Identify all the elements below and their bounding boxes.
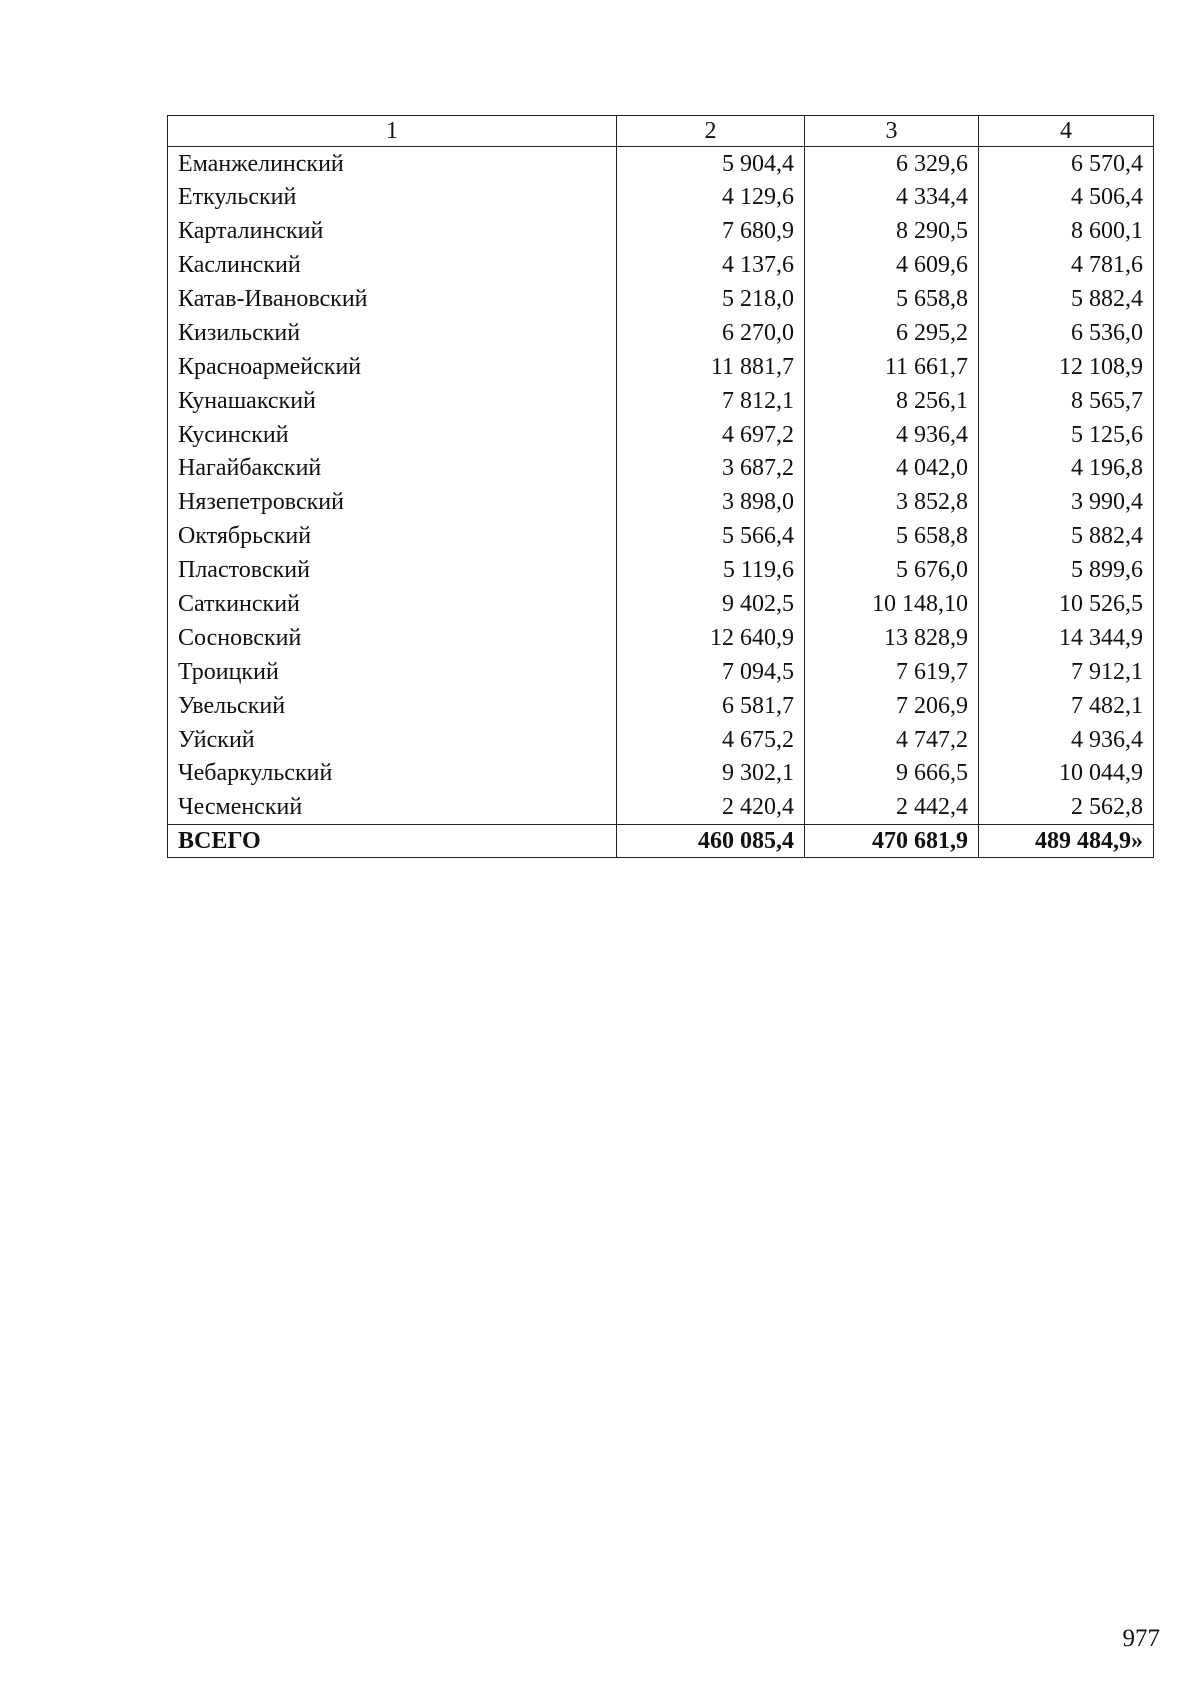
table-row xyxy=(168,452,1154,486)
district-name: Уйский xyxy=(168,723,617,757)
value-col4: 3 990,4 xyxy=(979,485,1154,519)
value-col3: 7 206,9 xyxy=(805,689,979,723)
column-header-2: 2 xyxy=(617,116,805,147)
column-header-4: 4 xyxy=(979,116,1154,147)
district-name: Еткульский xyxy=(168,180,617,214)
value-col3: 7 619,7 xyxy=(805,655,979,689)
value-col4: 5 882,4 xyxy=(979,282,1154,316)
value-col2: 9 402,5 xyxy=(617,587,805,621)
district-name: Нязепетровский xyxy=(168,485,617,519)
district-name: Чесменский xyxy=(168,790,617,824)
value-col3: 5 658,8 xyxy=(805,519,979,553)
value-col2: 5 904,4 xyxy=(617,147,805,181)
district-name: Саткинский xyxy=(168,587,617,621)
value-col4: 4 936,4 xyxy=(979,723,1154,757)
value-col3: 11 661,7 xyxy=(805,350,979,384)
value-col2: 5 566,4 xyxy=(617,519,805,553)
total-label: ВСЕГО xyxy=(168,824,617,857)
table-row xyxy=(168,621,1154,655)
value-col2: 4 697,2 xyxy=(617,418,805,452)
value-col2: 7 812,1 xyxy=(617,384,805,418)
table-row xyxy=(168,757,1154,791)
value-col3: 9 666,5 xyxy=(805,757,979,791)
table-row xyxy=(168,248,1154,282)
value-col4: 7 912,1 xyxy=(979,655,1154,689)
value-col2: 3 898,0 xyxy=(617,485,805,519)
district-name: Кунашакский xyxy=(168,384,617,418)
value-col3: 3 852,8 xyxy=(805,485,979,519)
value-col2: 3 687,2 xyxy=(617,452,805,486)
district-name: Нагайбакский xyxy=(168,452,617,486)
table-row xyxy=(168,689,1154,723)
district-name: Кусинский xyxy=(168,418,617,452)
column-header-3: 3 xyxy=(805,116,979,147)
value-col4: 2 562,8 xyxy=(979,790,1154,824)
table-row xyxy=(168,147,1154,181)
district-name: Еманжелинский xyxy=(168,147,617,181)
value-col2: 2 420,4 xyxy=(617,790,805,824)
value-col3: 5 676,0 xyxy=(805,553,979,587)
district-name: Пластовский xyxy=(168,553,617,587)
total-value-col3: 470 681,9 xyxy=(805,824,979,857)
value-col4: 14 344,9 xyxy=(979,621,1154,655)
value-col2: 4 129,6 xyxy=(617,180,805,214)
table-total-row xyxy=(168,824,1154,857)
value-col2: 11 881,7 xyxy=(617,350,805,384)
district-name: Карталинский xyxy=(168,214,617,248)
value-col2: 4 675,2 xyxy=(617,723,805,757)
value-col4: 6 570,4 xyxy=(979,147,1154,181)
value-col3: 10 148,10 xyxy=(805,587,979,621)
district-name: Красноармейский xyxy=(168,350,617,384)
value-col4: 12 108,9 xyxy=(979,350,1154,384)
table-row xyxy=(168,214,1154,248)
value-col3: 4 936,4 xyxy=(805,418,979,452)
district-name: Каслинский xyxy=(168,248,617,282)
value-col2: 5 218,0 xyxy=(617,282,805,316)
table-body xyxy=(168,147,1154,858)
value-col3: 2 442,4 xyxy=(805,790,979,824)
value-col2: 6 581,7 xyxy=(617,689,805,723)
table-row xyxy=(168,723,1154,757)
district-name: Катав-Ивановский xyxy=(168,282,617,316)
value-col3: 4 042,0 xyxy=(805,452,979,486)
value-col2: 9 302,1 xyxy=(617,757,805,791)
table-row xyxy=(168,790,1154,824)
table-header-row xyxy=(168,116,1154,147)
value-col4: 8 565,7 xyxy=(979,384,1154,418)
table-row xyxy=(168,485,1154,519)
value-col3: 8 290,5 xyxy=(805,214,979,248)
value-col4: 10 526,5 xyxy=(979,587,1154,621)
value-col2: 6 270,0 xyxy=(617,316,805,350)
value-col2: 7 680,9 xyxy=(617,214,805,248)
value-col4: 4 196,8 xyxy=(979,452,1154,486)
table-row xyxy=(168,519,1154,553)
table-row xyxy=(168,655,1154,689)
district-name: Троицкий xyxy=(168,655,617,689)
value-col4: 5 125,6 xyxy=(979,418,1154,452)
total-value-col2: 460 085,4 xyxy=(617,824,805,857)
value-col4: 5 899,6 xyxy=(979,553,1154,587)
table-row xyxy=(168,180,1154,214)
value-col2: 12 640,9 xyxy=(617,621,805,655)
value-col4: 4 781,6 xyxy=(979,248,1154,282)
value-col3: 5 658,8 xyxy=(805,282,979,316)
value-col3: 6 329,6 xyxy=(805,147,979,181)
value-col4: 10 044,9 xyxy=(979,757,1154,791)
value-col4: 4 506,4 xyxy=(979,180,1154,214)
page-number: 977 xyxy=(1122,1625,1160,1652)
value-col3: 6 295,2 xyxy=(805,316,979,350)
table-row xyxy=(168,316,1154,350)
table-row xyxy=(168,350,1154,384)
value-col3: 4 334,4 xyxy=(805,180,979,214)
value-col4: 6 536,0 xyxy=(979,316,1154,350)
value-col2: 4 137,6 xyxy=(617,248,805,282)
table-row xyxy=(168,418,1154,452)
value-col2: 7 094,5 xyxy=(617,655,805,689)
value-col3: 8 256,1 xyxy=(805,384,979,418)
value-col4: 7 482,1 xyxy=(979,689,1154,723)
district-name: Увельский xyxy=(168,689,617,723)
table-row xyxy=(168,282,1154,316)
value-col2: 5 119,6 xyxy=(617,553,805,587)
district-name: Сосновский xyxy=(168,621,617,655)
value-col3: 4 609,6 xyxy=(805,248,979,282)
table-row xyxy=(168,587,1154,621)
value-col4: 8 600,1 xyxy=(979,214,1154,248)
district-values-table xyxy=(167,115,1154,858)
column-header-1: 1 xyxy=(168,116,617,147)
value-col3: 4 747,2 xyxy=(805,723,979,757)
value-col4: 5 882,4 xyxy=(979,519,1154,553)
table-row xyxy=(168,384,1154,418)
value-col3: 13 828,9 xyxy=(805,621,979,655)
district-name: Кизильский xyxy=(168,316,617,350)
district-name: Октябрьский xyxy=(168,519,617,553)
table-row xyxy=(168,553,1154,587)
district-name: Чебаркульский xyxy=(168,757,617,791)
total-value-col4: 489 484,9» xyxy=(979,824,1154,857)
